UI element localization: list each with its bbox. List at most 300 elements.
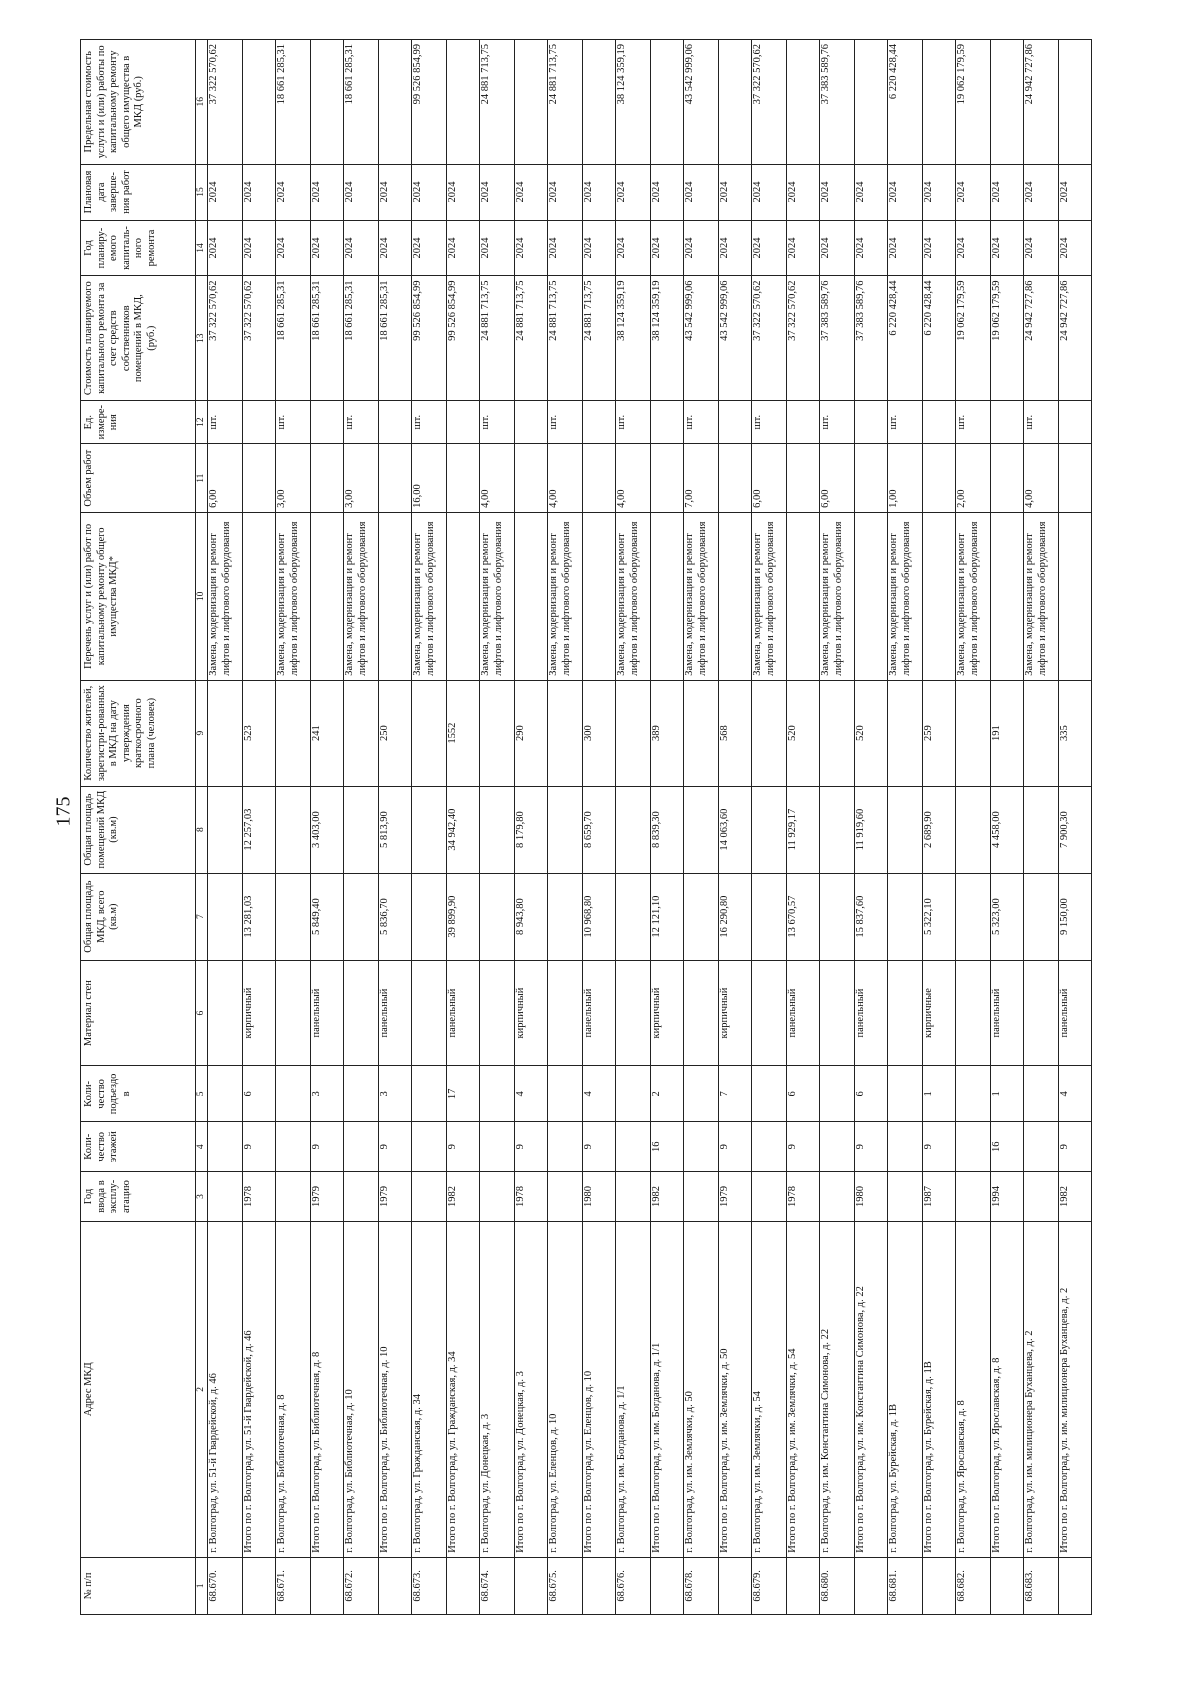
cost-cell: 38 124 359,19	[616, 276, 651, 400]
row-number-cell: 68.680.	[820, 1557, 855, 1614]
total-area-cell	[548, 873, 583, 960]
total-area-cell: 5 836,70	[379, 873, 412, 960]
total-row	[787, 40, 820, 1615]
resident-count-cell: 520	[855, 680, 888, 786]
cost-cell: 37 322 570,62	[787, 276, 820, 400]
wall-material-cell: кирпичные	[923, 960, 956, 1066]
work-volume-cell: 3,00	[344, 444, 379, 512]
address-cell: Итого по г. Волгоград, ул. Бурейская, д. 1В	[923, 1221, 956, 1557]
work-description-cell: Замена, модернизация и ремонт лифтов и лифтового оборудования	[752, 512, 787, 680]
entrance-count-cell: 4	[1059, 1066, 1092, 1122]
year-built-cell: 1978	[787, 1172, 820, 1222]
total-area-cell	[412, 873, 447, 960]
resident-count-cell: 290	[515, 680, 548, 786]
limit-cost-cell: 37 322 570,62	[752, 40, 787, 165]
planned-year-cell: 2024	[311, 220, 344, 276]
row-number-cell: 68.670.	[208, 1557, 243, 1614]
premises-area-cell: 34 942,40	[447, 786, 480, 873]
finish-year-cell: 2024	[515, 164, 548, 220]
premises-area-cell	[752, 786, 787, 873]
cost-cell: 19 062 179,59	[991, 276, 1024, 400]
premises-area-cell	[684, 786, 719, 873]
work-volume-cell	[515, 444, 548, 512]
work-description-cell: Замена, модернизация и ремонт лифтов и лифтового оборудования	[412, 512, 447, 680]
premises-area-cell	[480, 786, 515, 873]
table-row	[208, 40, 243, 1615]
header-cell: Год ввода в эксплу-атацию	[81, 1172, 196, 1222]
wall-material-cell	[616, 960, 651, 1066]
wall-material-cell: панельный	[1059, 960, 1092, 1066]
cost-cell: 18 661 285,31	[311, 276, 344, 400]
work-description-cell: Замена, модернизация и ремонт лифтов и лифтового оборудования	[548, 512, 583, 680]
resident-count-cell: 241	[311, 680, 344, 786]
entrance-count-cell: 17	[447, 1066, 480, 1122]
floor-count-cell	[1024, 1122, 1059, 1172]
premises-area-cell: 11 919,60	[855, 786, 888, 873]
unit-cell: шт.	[1024, 400, 1059, 444]
wall-material-cell	[276, 960, 311, 1066]
table-row	[684, 40, 719, 1615]
finish-year-cell: 2024	[888, 164, 923, 220]
total-area-cell: 12 121,10	[651, 873, 684, 960]
premises-area-cell: 4 458,00	[991, 786, 1024, 873]
floor-count-cell	[412, 1122, 447, 1172]
planned-year-cell: 2024	[616, 220, 651, 276]
cost-cell: 37 383 589,76	[855, 276, 888, 400]
entrance-count-cell: 1	[991, 1066, 1024, 1122]
entrance-count-cell: 4	[583, 1066, 616, 1122]
wall-material-cell: панельный	[447, 960, 480, 1066]
work-volume-cell	[583, 444, 616, 512]
work-description-cell: Замена, модернизация и ремонт лифтов и лифтового оборудования	[616, 512, 651, 680]
table-row	[276, 40, 311, 1615]
finish-year-cell: 2024	[1059, 164, 1092, 220]
limit-cost-cell: 24 942 727,86	[1024, 40, 1059, 165]
address-cell: г. Волгоград, ул. им. Землячки, д. 50	[684, 1221, 719, 1557]
premises-area-cell: 5 813,90	[379, 786, 412, 873]
unit-cell	[719, 400, 752, 444]
total-row	[1059, 40, 1092, 1615]
floor-count-cell: 9	[719, 1122, 752, 1172]
wall-material-cell	[752, 960, 787, 1066]
floor-count-cell: 9	[1059, 1122, 1092, 1172]
entrance-count-cell	[956, 1066, 991, 1122]
header-cell: Коли-чество подъездо в	[81, 1066, 196, 1122]
column-number: 14	[196, 220, 208, 276]
header-cell: Стоимость планируемого капитального ремонта за счет средств собственников помещений в МКД, (руб.)	[81, 276, 196, 400]
planned-year-cell: 2024	[719, 220, 752, 276]
limit-cost-cell: 19 062 179,59	[956, 40, 991, 165]
cost-cell: 19 062 179,59	[956, 276, 991, 400]
unit-cell	[651, 400, 684, 444]
cost-cell: 24 942 727,86	[1024, 276, 1059, 400]
wall-material-cell	[1024, 960, 1059, 1066]
entrance-count-cell	[548, 1066, 583, 1122]
total-area-cell: 16 290,80	[719, 873, 752, 960]
work-volume-cell	[991, 444, 1024, 512]
wall-material-cell: кирпичный	[515, 960, 548, 1066]
floor-count-cell	[888, 1122, 923, 1172]
limit-cost-cell	[243, 40, 276, 165]
entrance-count-cell: 3	[379, 1066, 412, 1122]
work-volume-cell	[719, 444, 752, 512]
address-cell: г. Волгоград, ул. Гражданская, д. 34	[412, 1221, 447, 1557]
header-cell: Материал стен	[81, 960, 196, 1066]
premises-area-cell	[208, 786, 243, 873]
total-area-cell	[480, 873, 515, 960]
limit-cost-cell	[923, 40, 956, 165]
total-area-cell	[1024, 873, 1059, 960]
column-number: 12	[196, 400, 208, 444]
cost-cell: 99 526 854,99	[412, 276, 447, 400]
resident-count-cell	[412, 680, 447, 786]
year-built-cell	[548, 1172, 583, 1222]
table-row	[956, 40, 991, 1615]
planned-year-cell: 2024	[787, 220, 820, 276]
column-number: 6	[196, 960, 208, 1066]
resident-count-cell: 191	[991, 680, 1024, 786]
resident-count-cell	[548, 680, 583, 786]
work-volume-cell	[1059, 444, 1092, 512]
cost-cell: 99 526 854,99	[447, 276, 480, 400]
address-cell: Итого по г. Волгоград, ул. 51-й Гвардейской, д. 46	[243, 1221, 276, 1557]
cost-cell: 24 881 713,75	[548, 276, 583, 400]
year-built-cell	[480, 1172, 515, 1222]
entrance-count-cell: 4	[515, 1066, 548, 1122]
planned-year-cell: 2024	[208, 220, 243, 276]
row-number-cell: 68.679.	[752, 1557, 787, 1614]
finish-year-cell: 2024	[991, 164, 1024, 220]
row-number-cell	[515, 1557, 548, 1614]
work-description-cell: Замена, модернизация и ремонт лифтов и лифтового оборудования	[684, 512, 719, 680]
cost-cell: 38 124 359,19	[651, 276, 684, 400]
header-cell: Плановая дата заверше-ния работ	[81, 164, 196, 220]
floor-count-cell: 9	[923, 1122, 956, 1172]
table-row	[820, 40, 855, 1615]
year-built-cell: 1994	[991, 1172, 1024, 1222]
work-volume-cell	[651, 444, 684, 512]
planned-year-cell: 2024	[412, 220, 447, 276]
finish-year-cell: 2024	[344, 164, 379, 220]
work-description-cell: Замена, модернизация и ремонт лифтов и лифтового оборудования	[1024, 512, 1059, 680]
work-description-cell: Замена, модернизация и ремонт лифтов и лифтового оборудования	[888, 512, 923, 680]
header-cell: Общая площадь МКД, всего (кв.м)	[81, 873, 196, 960]
limit-cost-cell: 24 881 713,75	[548, 40, 583, 165]
premises-area-cell	[548, 786, 583, 873]
unit-cell: шт.	[208, 400, 243, 444]
work-description-cell	[447, 512, 480, 680]
entrance-count-cell	[276, 1066, 311, 1122]
work-description-cell	[243, 512, 276, 680]
entrance-count-cell: 3	[311, 1066, 344, 1122]
premises-area-cell	[820, 786, 855, 873]
work-description-cell: Замена, модернизация и ремонт лифтов и лифтового оборудования	[344, 512, 379, 680]
header-cell: Адрес МКД	[81, 1221, 196, 1557]
premises-area-cell: 2 689,90	[923, 786, 956, 873]
table-row	[412, 40, 447, 1615]
finish-year-cell: 2024	[923, 164, 956, 220]
finish-year-cell: 2024	[616, 164, 651, 220]
planned-year-cell: 2024	[548, 220, 583, 276]
floor-count-cell: 9	[379, 1122, 412, 1172]
floor-count-cell	[548, 1122, 583, 1172]
floor-count-cell: 9	[447, 1122, 480, 1172]
premises-area-cell	[1024, 786, 1059, 873]
resident-count-cell: 389	[651, 680, 684, 786]
unit-cell	[1059, 400, 1092, 444]
resident-count-cell: 250	[379, 680, 412, 786]
total-area-cell: 5 323,00	[991, 873, 1024, 960]
year-built-cell: 1980	[855, 1172, 888, 1222]
resident-count-cell: 1552	[447, 680, 480, 786]
column-number: 5	[196, 1066, 208, 1122]
finish-year-cell: 2024	[583, 164, 616, 220]
total-row	[651, 40, 684, 1615]
year-built-cell: 1982	[447, 1172, 480, 1222]
address-cell: Итого по г. Волгоград, ул. Донецкая, д. 3	[515, 1221, 548, 1557]
total-row	[923, 40, 956, 1615]
finish-year-cell: 2024	[208, 164, 243, 220]
work-volume-cell: 6,00	[820, 444, 855, 512]
wall-material-cell: панельный	[991, 960, 1024, 1066]
wall-material-cell: кирпичный	[651, 960, 684, 1066]
work-description-cell: Замена, модернизация и ремонт лифтов и лифтового оборудования	[480, 512, 515, 680]
cost-cell: 6 220 428,44	[888, 276, 923, 400]
year-built-cell	[752, 1172, 787, 1222]
floor-count-cell: 9	[243, 1122, 276, 1172]
year-built-cell: 1982	[651, 1172, 684, 1222]
work-description-cell	[719, 512, 752, 680]
entrance-count-cell	[616, 1066, 651, 1122]
limit-cost-cell	[311, 40, 344, 165]
limit-cost-cell	[719, 40, 752, 165]
work-description-cell	[379, 512, 412, 680]
premises-area-cell	[888, 786, 923, 873]
address-cell: г. Волгоград, ул. Бурейская, д. 1В	[888, 1221, 923, 1557]
address-cell: Итого по г. Волгоград, ул. Ярославская, д. 8	[991, 1221, 1024, 1557]
row-number-cell	[855, 1557, 888, 1614]
work-volume-cell: 3,00	[276, 444, 311, 512]
planned-year-cell: 2024	[515, 220, 548, 276]
unit-cell: шт.	[616, 400, 651, 444]
planned-year-cell: 2024	[991, 220, 1024, 276]
header-cell: Год планиру-емого капиталь-ного ремонта	[81, 220, 196, 276]
planned-year-cell: 2024	[651, 220, 684, 276]
wall-material-cell	[412, 960, 447, 1066]
address-cell: г. Волгоград, ул. им. Константина Симонова, д. 22	[820, 1221, 855, 1557]
year-built-cell	[412, 1172, 447, 1222]
address-cell: г. Волгоград, ул. Донецкая, д. 3	[480, 1221, 515, 1557]
limit-cost-cell	[583, 40, 616, 165]
header-cell: Перечень услуг и (или) работ по капитальному ремонту общего имущества МКД*	[81, 512, 196, 680]
table-row	[344, 40, 379, 1615]
address-cell: г. Волгоград, ул. Ярославская, д. 8	[956, 1221, 991, 1557]
planned-year-cell: 2024	[752, 220, 787, 276]
limit-cost-cell	[515, 40, 548, 165]
header-cell: Объем работ	[81, 444, 196, 512]
entrance-count-cell: 6	[243, 1066, 276, 1122]
premises-area-cell: 12 257,03	[243, 786, 276, 873]
unit-cell: шт.	[276, 400, 311, 444]
unit-cell	[923, 400, 956, 444]
work-description-cell: Замена, модернизация и ремонт лифтов и лифтового оборудования	[956, 512, 991, 680]
entrance-count-cell	[684, 1066, 719, 1122]
year-built-cell: 1979	[311, 1172, 344, 1222]
planned-year-cell: 2024	[447, 220, 480, 276]
resident-count-cell	[1024, 680, 1059, 786]
limit-cost-cell	[1059, 40, 1092, 165]
column-number: 9	[196, 680, 208, 786]
floor-count-cell: 9	[515, 1122, 548, 1172]
wall-material-cell	[956, 960, 991, 1066]
finish-year-cell: 2024	[787, 164, 820, 220]
entrance-count-cell	[820, 1066, 855, 1122]
finish-year-cell: 2024	[719, 164, 752, 220]
work-description-cell: Замена, модернизация и ремонт лифтов и лифтового оборудования	[820, 512, 855, 680]
work-volume-cell	[447, 444, 480, 512]
entrance-count-cell	[344, 1066, 379, 1122]
column-number: 8	[196, 786, 208, 873]
total-row	[719, 40, 752, 1615]
total-area-cell: 9 150,00	[1059, 873, 1092, 960]
work-volume-cell: 4,00	[1024, 444, 1059, 512]
wall-material-cell	[480, 960, 515, 1066]
premises-area-cell	[956, 786, 991, 873]
premises-area-cell: 8 179,80	[515, 786, 548, 873]
floor-count-cell	[956, 1122, 991, 1172]
work-description-cell	[583, 512, 616, 680]
planned-year-cell: 2024	[583, 220, 616, 276]
year-built-cell	[820, 1172, 855, 1222]
total-area-cell: 39 899,90	[447, 873, 480, 960]
unit-cell	[515, 400, 548, 444]
work-description-cell	[991, 512, 1024, 680]
page-number: 175	[52, 796, 75, 827]
resident-count-cell	[956, 680, 991, 786]
total-area-cell: 10 968,80	[583, 873, 616, 960]
work-volume-cell: 2,00	[956, 444, 991, 512]
limit-cost-cell: 43 542 999,06	[684, 40, 719, 165]
wall-material-cell: кирпичный	[719, 960, 752, 1066]
work-volume-cell	[787, 444, 820, 512]
year-built-cell	[888, 1172, 923, 1222]
resident-count-cell	[888, 680, 923, 786]
resident-count-cell	[208, 680, 243, 786]
unit-cell: шт.	[480, 400, 515, 444]
unit-cell	[379, 400, 412, 444]
cost-cell: 24 881 713,75	[515, 276, 548, 400]
unit-cell: шт.	[956, 400, 991, 444]
cost-cell: 37 322 570,62	[752, 276, 787, 400]
cost-cell: 18 661 285,31	[379, 276, 412, 400]
wall-material-cell	[888, 960, 923, 1066]
total-row	[991, 40, 1024, 1615]
cost-cell: 6 220 428,44	[923, 276, 956, 400]
column-number: 13	[196, 276, 208, 400]
total-row	[379, 40, 412, 1615]
total-area-cell	[344, 873, 379, 960]
floor-count-cell	[616, 1122, 651, 1172]
entrance-count-cell	[480, 1066, 515, 1122]
limit-cost-cell: 18 661 285,31	[276, 40, 311, 165]
row-number-cell	[447, 1557, 480, 1614]
entrance-count-cell	[412, 1066, 447, 1122]
wall-material-cell: панельный	[583, 960, 616, 1066]
address-cell: Итого по г. Волгоград, ул. им. Землячки, д. 54	[787, 1221, 820, 1557]
cost-cell: 18 661 285,31	[344, 276, 379, 400]
header-cell: Количество жителей, зарегистри-рованных в МКД на дату утверждения краткосрочного плана (человек)	[81, 680, 196, 786]
total-area-cell: 8 943,80	[515, 873, 548, 960]
header-cell: № п/п	[81, 1557, 196, 1614]
work-volume-cell: 16,00	[412, 444, 447, 512]
entrance-count-cell: 6	[855, 1066, 888, 1122]
total-area-cell	[684, 873, 719, 960]
address-cell: Итого по г. Волгоград, ул. им. Константина Симонова, д. 22	[855, 1221, 888, 1557]
resident-count-cell: 259	[923, 680, 956, 786]
table-row	[888, 40, 923, 1615]
planned-year-cell: 2024	[855, 220, 888, 276]
total-row	[311, 40, 344, 1615]
column-number: 2	[196, 1221, 208, 1557]
year-built-cell: 1979	[719, 1172, 752, 1222]
row-number-cell: 68.675.	[548, 1557, 583, 1614]
total-area-cell: 13 281,03	[243, 873, 276, 960]
entrance-count-cell: 6	[787, 1066, 820, 1122]
unit-cell	[583, 400, 616, 444]
unit-cell: шт.	[548, 400, 583, 444]
row-number-cell: 68.673.	[412, 1557, 447, 1614]
work-description-cell: Замена, модернизация и ремонт лифтов и лифтового оборудования	[208, 512, 243, 680]
column-number: 3	[196, 1172, 208, 1222]
work-volume-cell	[379, 444, 412, 512]
premises-area-cell: 3 403,00	[311, 786, 344, 873]
row-number-cell	[651, 1557, 684, 1614]
floor-count-cell	[344, 1122, 379, 1172]
limit-cost-cell	[991, 40, 1024, 165]
work-description-cell	[1059, 512, 1092, 680]
finish-year-cell: 2024	[548, 164, 583, 220]
row-number-cell: 68.678.	[684, 1557, 719, 1614]
work-volume-cell: 6,00	[208, 444, 243, 512]
column-number: 16	[196, 40, 208, 165]
limit-cost-cell: 6 220 428,44	[888, 40, 923, 165]
entrance-count-cell	[1024, 1066, 1059, 1122]
row-number-cell: 68.676.	[616, 1557, 651, 1614]
table-row	[1024, 40, 1059, 1615]
work-volume-cell: 4,00	[616, 444, 651, 512]
rotated-table-wrapper	[80, 39, 1120, 1615]
cost-cell: 37 383 589,76	[820, 276, 855, 400]
address-cell: Итого по г. Волгоград, ул. Еленцов, д. 10	[583, 1221, 616, 1557]
header-cell: Общая площадь помещений МКД (кв.м)	[81, 786, 196, 873]
wall-material-cell: панельный	[311, 960, 344, 1066]
premises-area-cell	[276, 786, 311, 873]
floor-count-cell	[208, 1122, 243, 1172]
table-row	[616, 40, 651, 1615]
work-description-cell	[311, 512, 344, 680]
planned-year-cell: 2024	[243, 220, 276, 276]
wall-material-cell	[684, 960, 719, 1066]
header-cell: Коли-чество этажей	[81, 1122, 196, 1172]
address-cell: г. Волгоград, ул. им. милиционера Буханцева, д. 2	[1024, 1221, 1059, 1557]
unit-cell: шт.	[412, 400, 447, 444]
total-area-cell	[820, 873, 855, 960]
premises-area-cell: 8 659,70	[583, 786, 616, 873]
unit-cell: шт.	[344, 400, 379, 444]
premises-area-cell: 11 929,17	[787, 786, 820, 873]
table-row	[752, 40, 787, 1615]
finish-year-cell: 2024	[480, 164, 515, 220]
